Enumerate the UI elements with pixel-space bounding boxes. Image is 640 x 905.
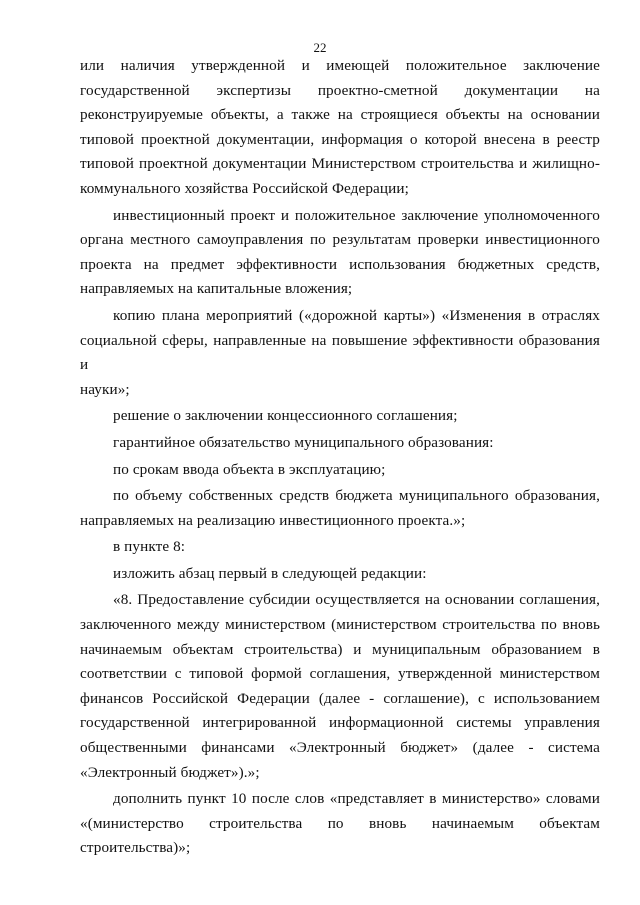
text-line: финансов Российской Федерации (далее - соглашение), с использованием — [80, 689, 600, 707]
text-line: реконструируемые объекты, а также на строящиеся объекты на основании — [80, 106, 600, 124]
text-line: типовой проектной документации, информация о которой внесена в реестр — [80, 130, 600, 148]
text-line: соответствии с типовой формой соглашения, утвержденной министерством — [80, 665, 600, 683]
text-line: по срокам ввода объекта в эксплуатацию; — [113, 460, 386, 478]
text-line: в пункте 8: — [113, 538, 186, 556]
paragraph — [80, 304, 600, 402]
text-line: изложить абзац первый в следующей редакции: — [113, 564, 427, 582]
text-line: государственной экспертизы проектно-сметной документации на — [80, 81, 600, 99]
paragraph — [80, 787, 600, 861]
page-number: 22 — [313, 40, 327, 55]
text-line: органа местного самоуправления по результатам проверки инвестиционного — [80, 231, 600, 249]
text-line: дополнить пункт 10 после слов «представляет в министерство» словами — [113, 790, 600, 808]
text-line: или наличия утвержденной и имеющей положительное заключение — [80, 57, 600, 74]
text-line: коммунального хозяйства Российской Федерации; — [80, 179, 409, 197]
paragraph — [80, 54, 600, 202]
text-line: науки»; — [80, 380, 130, 398]
text-line: направляемых на капитальные вложения; — [80, 280, 353, 298]
text-line: проекта на предмет эффективности использования бюджетных средств, — [80, 255, 600, 273]
text-line: «8. Предоставление субсидии осуществляется на основании соглашения, — [113, 591, 600, 609]
text-line: «Электронный бюджет»).»; — [80, 763, 260, 781]
text-line: решение о заключении концессионного соглашения; — [113, 407, 458, 425]
text-line: гарантийное обязательство муниципального образования: — [113, 433, 494, 451]
paragraph — [80, 535, 600, 560]
paragraph — [80, 484, 600, 533]
paragraph — [80, 431, 600, 456]
text-line: государственной интегрированной информационной системы управления — [80, 714, 600, 732]
paragraph — [80, 562, 600, 587]
paragraph — [80, 588, 600, 785]
text-line: «(министерство строительства по вновь начинаемым объектам строительства)»; — [80, 814, 600, 857]
paragraph — [80, 404, 600, 429]
text-line: направляемых на реализацию инвестиционного проекта.»; — [80, 511, 466, 529]
text-line: копию плана мероприятий («дорожной карты») «Изменения в отраслях — [113, 306, 600, 324]
text-line: типовой проектной документации Министерством строительства и жилищно- — [80, 155, 600, 173]
text-line: общественными финансами «Электронный бюджет» (далее - система — [80, 739, 600, 757]
text-line: начинаемым объектам строительства) и муниципальным образованием в — [80, 640, 600, 658]
document-body — [80, 54, 600, 863]
text-line: заключенного между министерством (министерством строительства по вновь — [80, 616, 600, 634]
text-line: инвестиционный проект и положительное заключение уполномоченного — [113, 206, 600, 224]
paragraph — [80, 204, 600, 302]
text-line: социальной сферы, направленные на повышение эффективности образования и — [80, 331, 600, 374]
text-line: по объему собственных средств бюджета муниципального образования, — [113, 487, 600, 505]
paragraph — [80, 458, 600, 483]
